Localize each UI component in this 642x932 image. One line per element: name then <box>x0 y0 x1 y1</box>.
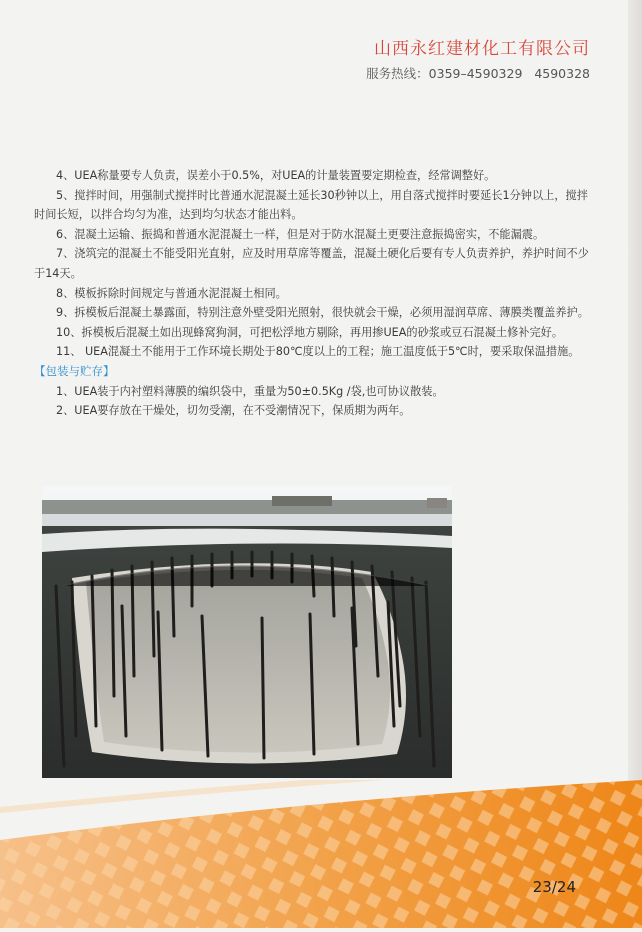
packaging-item-1: 1、UEA装于内衬塑料薄膜的编织袋中，重量为50±0.5Kg /袋,也可协议散装。 <box>56 384 444 398</box>
paragraph-11: 11、 UEA混凝土不能用于工作环境长期处于80℃度以上的工程；施工温度低于5℃时，要采取保温措施。 <box>56 345 580 359</box>
paragraph-9: 9、拆模板后混凝土暴露面，特别注意外壁受阳光照射，很快就会干燥，必须用湿润草席、薄膜类覆盖养护。 <box>56 306 589 320</box>
section-title-packaging: 【包装与贮存】 <box>34 363 115 378</box>
paragraph-5: 5、搅拌时间，用强制式搅拌时比普通水泥混凝土延长30秒钟以上，用自落式搅拌时要延长1分钟以上，搅拌时间长短，以拌合均匀为准，达到均匀状态才能出料。 <box>34 188 588 222</box>
company-name: 山西永红建材化工有限公司 <box>374 39 590 59</box>
construction-site-photo <box>42 486 452 778</box>
page-number: 23/24 <box>532 878 576 896</box>
decorative-orange-band <box>0 780 642 928</box>
paragraph-6: 6、混凝土运输、振捣和普通水泥混凝土一样，但是对于防水混凝土更要注意振捣密实，不能漏震。 <box>56 227 545 241</box>
hotline-numbers: 0359–4590329 4590328 <box>428 66 590 81</box>
paragraph-10: 10、拆模板后混凝土如出现蜂窝狗洞，可把松浮地方剔除，再用掺UEA的砂浆或豆石混凝土修补完好。 <box>56 325 564 339</box>
body-text <box>34 166 594 421</box>
paragraph-8: 8、模板拆除时间规定与普通水泥混凝土相同。 <box>56 286 287 300</box>
hotline-label: 服务热线： <box>366 66 429 81</box>
service-hotline <box>366 64 590 82</box>
packaging-item-2: 2、UEA要存放在干燥处，切勿受潮，在不受潮情况下，保质期为两年。 <box>56 404 411 418</box>
paragraph-7: 7、浇筑完的混凝土不能受阳光直射，应及时用草席等覆盖，混凝土硬化后要有专人负责养护，养护时间不少于14天。 <box>34 247 589 280</box>
paragraph-4: 4、UEA称量要专人负责，误差小于0.5%，对UEA的计量装置要定期检查，经常调整好。 <box>56 169 496 182</box>
